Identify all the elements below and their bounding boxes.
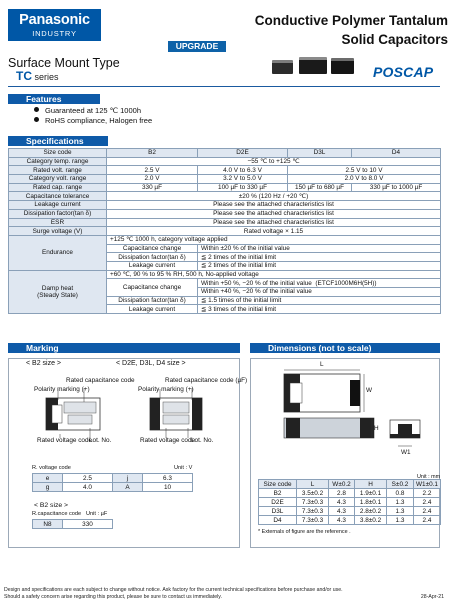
dim-label-w: W [366,387,373,394]
table-row: g 4.0 A 10 [33,483,193,492]
volt-table-unit: Unit : V [174,465,193,471]
poscap-logo: POSCAP [373,64,434,80]
b2-size-label-2: < B2 size > [34,502,69,509]
table-row: Dissipation factor(tan δ) ≦ 2 times of the initial limit [9,253,441,262]
title-line-1: Conductive Polymer Tantalum [254,13,448,28]
capacitor-photo [270,57,354,79]
polarity-label: Polarity marking (+) [138,386,194,393]
table-row: Capacitance tolerance ±20 % (120 Hz / +20 ℃) [9,192,441,201]
chip-image [331,58,354,74]
feature-item: Guaranteed at 125 ℃ 1000h [34,106,152,116]
table-row: D2E 7.3±0.3 4.3 1.8±0.1 1.3 2.4 [259,498,441,507]
features-heading: Features [8,94,100,104]
logo-brand: Panasonic [19,12,90,28]
table-row: Surge voltage (V) Rated voltage × 1.15 [9,227,441,236]
title-line-2: Solid Capacitors [341,32,448,47]
dim-label-l: L [320,361,324,368]
table-row: Dissipation factor(tan δ) ≦ 1.5 times of the initial limit [9,296,441,305]
table-row: D3L 7.3±0.3 4.3 2.8±0.2 1.3 2.4 [259,507,441,516]
d-capacitor-drawing [150,388,202,438]
features-list [34,106,152,126]
upgrade-badge: UPGRADE [168,41,226,52]
cap-table-unit: Unit : µF [86,511,108,517]
table-row: Category volt. range 2.0 V 3.2 V to 5.0 V 2.0 V to 8.0 V [9,175,441,184]
dimensions-table [258,479,441,525]
panasonic-logo [8,9,101,41]
table-row: Endurance +125 ℃ 1000 h, category voltage applied [9,235,441,244]
specifications-table [8,148,441,314]
rated-volt-code-label: Rated voltage code [140,437,196,444]
d-size-label: < D2E, D3L, D4 size > [116,360,186,367]
lot-no-label: Lot. No. [89,437,112,444]
table-row: N8 330 [33,520,113,529]
table-row: Capacitance change Within ±20 % of the initial value [9,244,441,253]
table-row: D4 7.3±0.3 4.3 3.8±0.2 1.3 2.4 [259,516,441,525]
footer-disclaimer: Design and specifications are each subject to change without notice. Ask factory for the current technical specifications before purchase and/or use. Should a safety concern arise regarding this product, please be sure to contact us immediately. [4,587,343,600]
b2-capacitor-drawing [46,388,100,438]
table-row: ESR Please see the attached characteristics list [9,218,441,227]
lot-no-label: Lot. No. [191,437,214,444]
bullet-icon [34,107,39,112]
rated-cap-code-uf-label: Rated capacitance code (µF) [165,377,248,384]
table-row: B2 3.5±0.2 2.8 1.9±0.1 0.8 2.2 [259,489,441,498]
table-row: Capacitance change Within +50 %, −20 % of the initial value (ETCF1000M6H(5H)) [9,279,441,288]
table-row: Dissipation factor(tan δ) Please see the attached characteristics list [9,209,441,218]
volt-table-title: R. voltage code [32,465,71,471]
dimensions-heading: Dimensions (not to scale) [250,343,440,353]
page-title [255,11,448,49]
table-row: Size code L W±0.2 H S±0.2 W1±0.1 [259,480,441,489]
table-row: Size code B2 D2E D3L D4 [9,149,441,158]
dim-label-h: H [374,425,379,432]
dimension-drawing [250,358,440,474]
surface-mount-heading: Surface Mount Type [8,56,120,70]
logo-sub: INDUSTRY [32,29,77,38]
specifications-heading: Specifications [8,136,108,146]
series-code: TC [16,69,32,83]
table-row: e 2.5 j 6.3 [33,474,193,483]
voltage-code-table [32,473,193,492]
table-row: Rated cap. range 330 µF 100 µF to 330 µF 150 µF to 680 µF 330 µF to 1000 µF [9,183,441,192]
polarity-label: Polarity marking (+) [34,386,90,393]
table-row: Leakage current Please see the attached characteristics list [9,201,441,210]
table-row: Rated volt. range 2.5 V 4.0 V to 6.3 V 2.5 V to 10 V [9,166,441,175]
marking-heading: Marking [8,343,240,353]
header-divider [8,86,440,87]
rated-cap-code-label: Rated capacitance code [66,377,135,384]
dim-unit: Unit : mm [417,474,441,480]
feature-item: RoHS compliance, Halogen free [34,116,152,126]
table-row: Leakage current ≦ 2 times of the initial limit [9,261,441,270]
dim-label-w1: W1 [401,449,411,456]
series-label [16,69,59,83]
table-row: Leakage current ≦ 3 times of the initial limit [9,305,441,314]
rated-volt-code-label: Rated voltage code [37,437,93,444]
damp-heat-label: Damp heat (Steady State) [9,270,107,313]
b2-size-label: < B2 size > [26,360,62,367]
table-row: Within +40 %, −20 % of the initial value [9,288,441,297]
table-row: Damp heat (Steady State) +60 ℃, 90 % to 95 % RH, 500 h, No-applied voltage [9,270,441,279]
series-word: series [34,72,59,82]
table-row: Category temp. range −55 ℃ to +125 ℃ [9,157,441,166]
dim-note: * Externals of figure are the reference . [258,529,351,535]
cap-table-title: R.capacitance code [32,511,82,517]
bullet-icon [34,117,39,122]
capacitance-code-table [32,519,113,529]
chip-image [299,57,327,74]
footer-date: 28-Apr-21 [420,594,444,600]
chip-image [272,60,293,74]
marking-diagram [8,388,240,438]
